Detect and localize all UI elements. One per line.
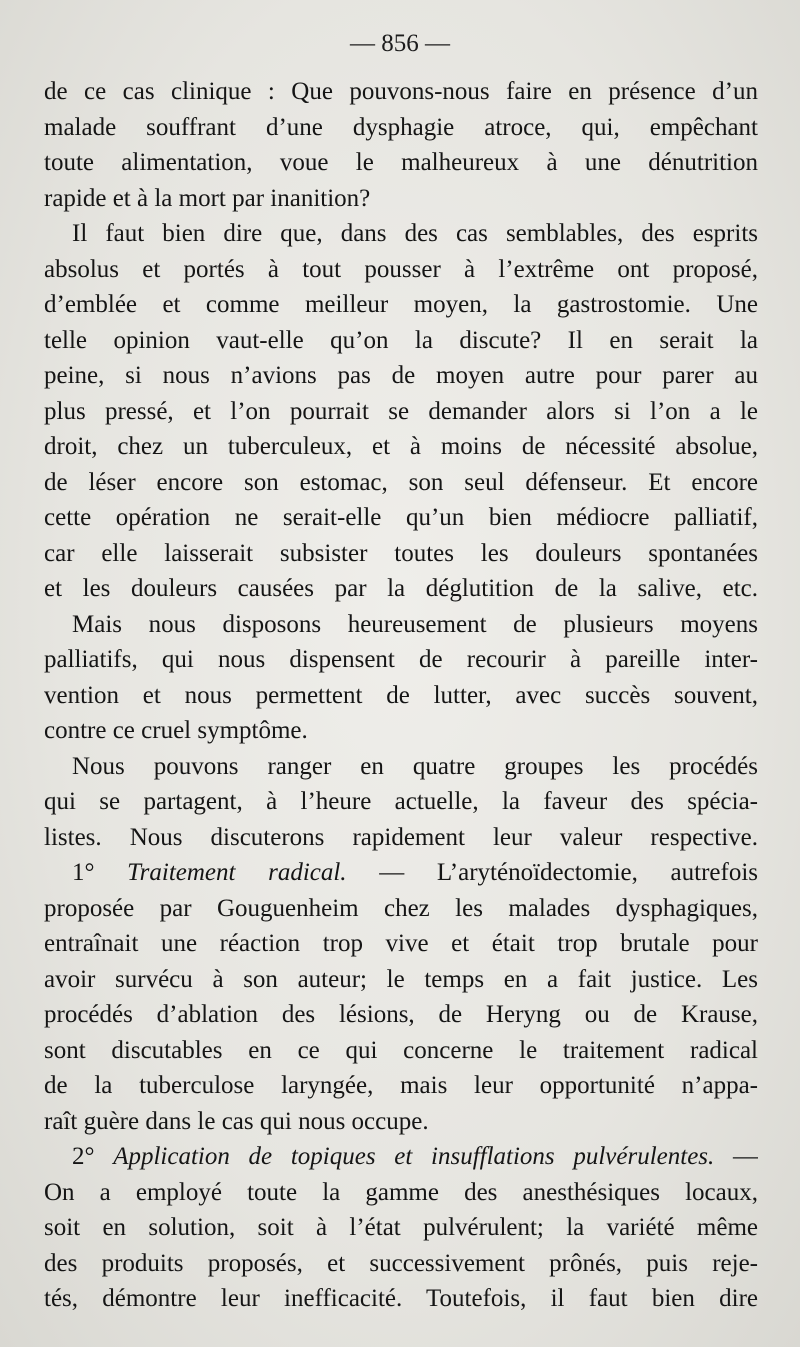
- text-line: soit en solution, soit à l’état pulvérulent; la variété même: [44, 1214, 758, 1241]
- text-line: de ce cas clinique : Que pouvons-nous faire en présence d’un: [44, 78, 758, 105]
- text-line: raît guère dans le cas qui nous occupe.: [44, 1107, 429, 1135]
- text-line: et les douleurs causées par la déglutition de la salive, etc.: [44, 575, 758, 602]
- section-lead: — L’aryténoïdectomie, autrefois: [346, 859, 758, 886]
- text-line: telle opinion vaut-elle qu’on la discute? Il en serait la: [44, 326, 758, 354]
- text-line: contre ce cruel symptôme.: [44, 717, 308, 744]
- text-line: cette opération ne serait-elle qu’un bien médiocre palliatif,: [44, 504, 758, 531]
- text-line: proposée par Gouguenheim chez les malades dysphagiques,: [44, 894, 758, 922]
- text-line: malade souffrant d’une dysphagie atroce, qui, empêchant: [44, 113, 758, 141]
- text-line: car elle laisserait subsister toutes les douleurs spontanées: [44, 539, 758, 567]
- text-line: peine, si nous n’avions pas de moyen autre pour parer au: [44, 362, 758, 389]
- body-text: [44, 74, 758, 1317]
- text-line: sont discutables en ce qui concerne le traitement radical: [44, 1036, 758, 1064]
- text-line: droit, chez un tuberculeux, et à moins de nécessité absolue,: [44, 433, 758, 460]
- text-line: de léser encore son estomac, son seul défenseur. Et encore: [44, 468, 758, 496]
- text-line: absolus et portés à tout pousser à l’extrême ont proposé,: [44, 255, 758, 283]
- text-line: Il faut bien dire que, dans des cas semblables, des esprits: [72, 220, 758, 247]
- text-line: procédés d’ablation des lésions, de Heryng ou de Krause,: [44, 1001, 758, 1028]
- text-line: Nous pouvons ranger en quatre groupes les procédés: [72, 752, 758, 780]
- text-line: tés, démontre leur inefficacité. Toutefois, il faut bien dire: [44, 1285, 758, 1312]
- text-line: rapide et à la mort par inanition?: [44, 184, 371, 212]
- text-line: On a employé toute la gamme des anesthésiques locaux,: [44, 1178, 758, 1206]
- text-line: qui se partagent, à l’heure actuelle, la faveur des spécia-: [44, 788, 758, 815]
- section-title: Traitement radical.: [127, 859, 347, 886]
- section-number: 2°: [72, 1143, 114, 1170]
- text-line: listes. Nous discuterons rapidement leur valeur respective.: [44, 823, 758, 851]
- text-line: Mais nous disposons heureusement de plusieurs moyens: [72, 610, 758, 638]
- text-line: palliatifs, qui nous dispensent de recourir à pareille inter-: [44, 646, 758, 673]
- text-line: avoir survécu à son auteur; le temps en a fait justice. Les: [44, 965, 758, 993]
- text-line: de la tuberculose laryngée, mais leur opportunité n’appa-: [44, 1072, 758, 1099]
- text-line: plus pressé, et l’on pourrait se demander alors si l’on a le: [44, 397, 758, 425]
- text-line: toute alimentation, voue le malheureux à une dénutrition: [44, 149, 758, 176]
- section-number: 1°: [72, 859, 128, 886]
- text-line: vention et nous permettent de lutter, avec succès souvent,: [44, 681, 758, 709]
- text-line: des produits proposés, et successivement prônés, puis reje-: [44, 1249, 758, 1277]
- section-heading-line: [44, 1139, 758, 1175]
- section-lead: —: [714, 1143, 758, 1170]
- section-heading-line: [44, 855, 758, 891]
- page-number: — 856 —: [350, 30, 450, 57]
- text-line: d’emblée et comme meilleur moyen, la gastrostomie. Une: [44, 291, 758, 318]
- section-title: Application de topiques et insufflations pulvérulentes.: [113, 1143, 715, 1170]
- text-line: entraînait une réaction trop vive et était trop brutale pour: [44, 930, 758, 957]
